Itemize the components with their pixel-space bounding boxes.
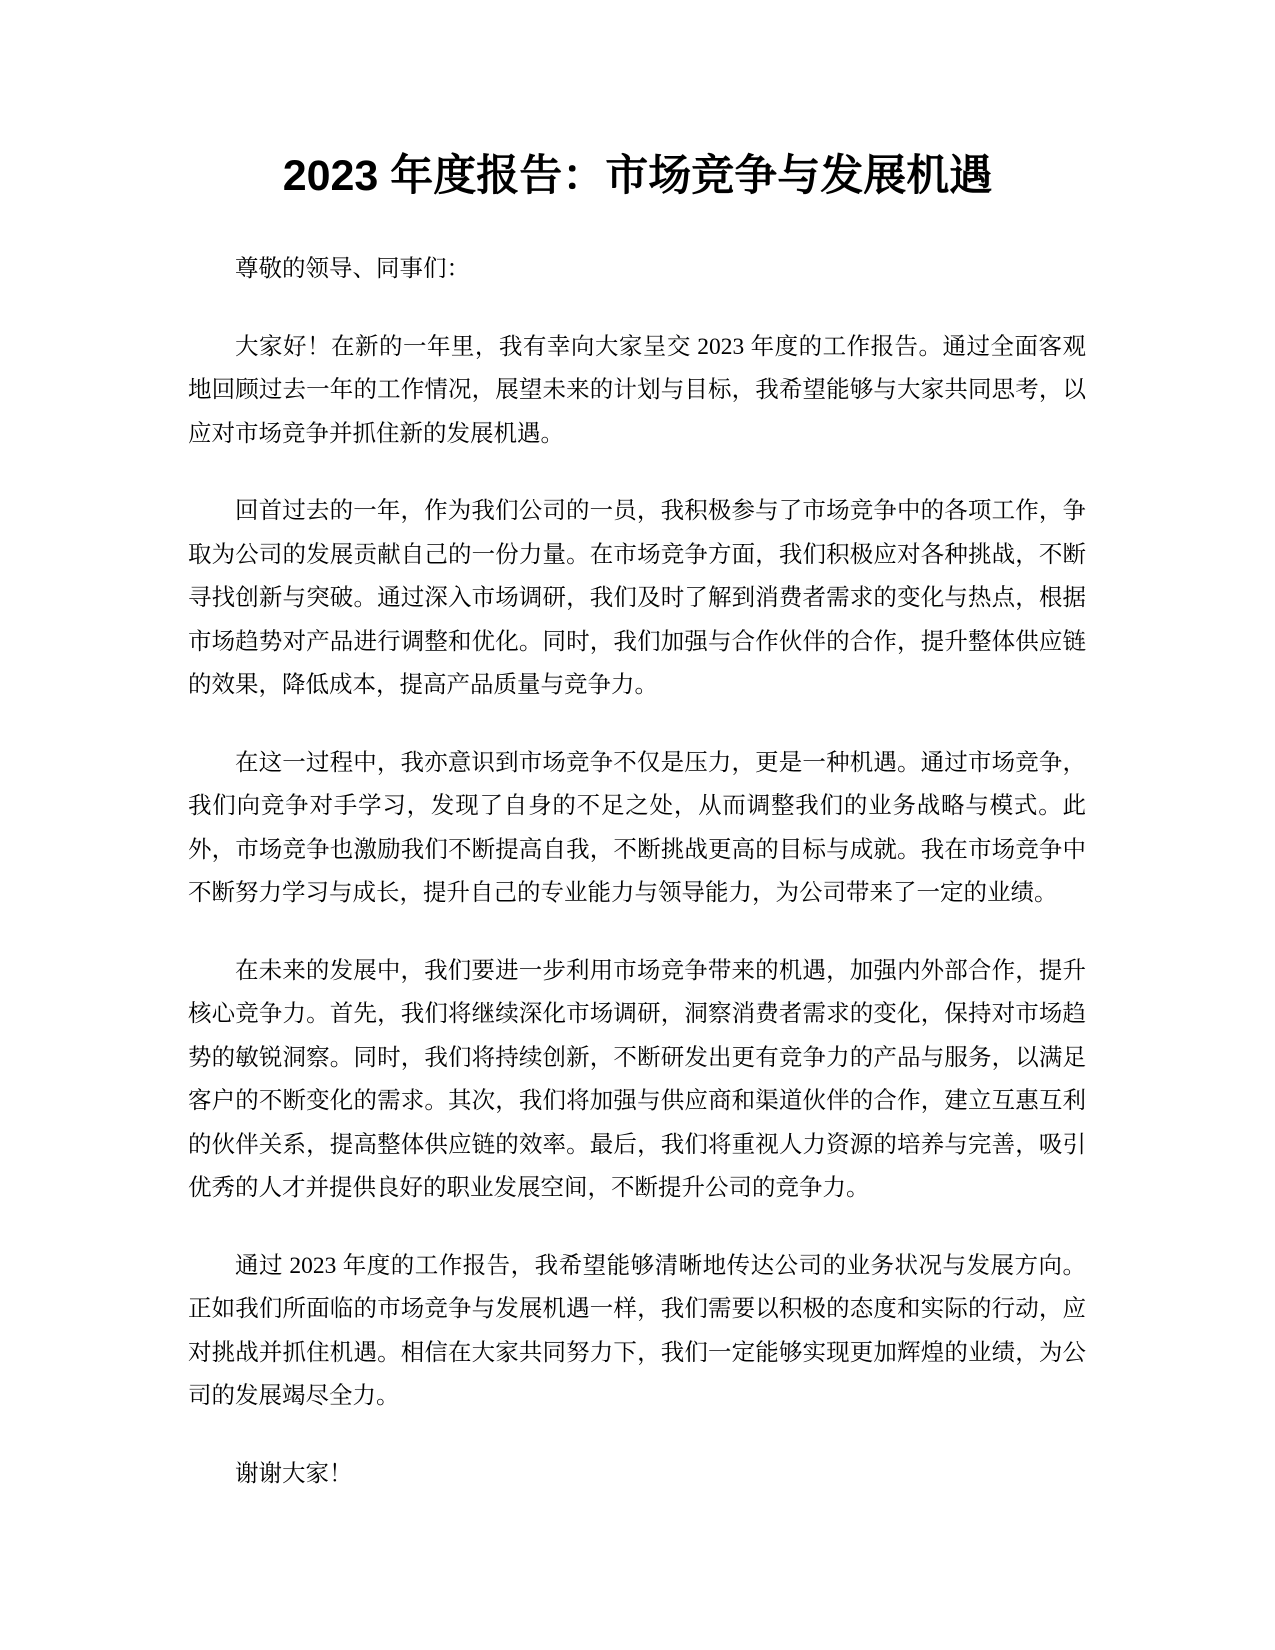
paragraph-opportunity: 在这一过程中，我亦意识到市场竞争不仅是压力，更是一种机遇。通过市场竞争，我们向竞争对手学习，发现了自身的不足之处，从而调整我们的业务战略与模式。此外，市场竞争也激励我们不断提高自我，不断挑战更高的目标与成就。我在市场竞争中不断努力学习与成长，提升自己的专业能力与领导能力，为公司带来了一定的业绩。 (188, 749, 1086, 906)
document-body (188, 248, 1086, 1530)
closing-thanks: 谢谢大家！ (235, 1460, 353, 1487)
paragraph-conclusion: 通过 2023 年度的工作报告，我希望能够清晰地传达公司的业务状况与发展方向。正如我们所面临的市场竞争与发展机遇一样，我们需要以积极的态度和实际的行动，应对挑战并抓住机遇。相信在大家共同努力下，我们一定能够实现更加辉煌的业绩，为公司的发展竭尽全力。 (188, 1252, 1086, 1409)
paragraph-future: 在未来的发展中，我们要进一步利用市场竞争带来的机遇，加强内外部合作，提升核心竞争力。首先，我们将继续深化市场调研，洞察消费者需求的变化，保持对市场趋势的敏锐洞察。同时，我们将持续创新，不断研发出更有竞争力的产品与服务，以满足客户的不断变化的需求。其次，我们将加强与供应商和渠道伙伴的合作，建立互惠互利的伙伴关系，提高整体供应链的效率。最后，我们将重视人力资源的培养与完善，吸引优秀的人才并提供良好的职业发展空间，不断提升公司的竞争力。 (188, 957, 1086, 1201)
document-title: 2023 年度报告：市场竞争与发展机遇 (282, 152, 993, 200)
paragraph-review: 回首过去的一年，作为我们公司的一员，我积极参与了市场竞争中的各项工作，争取为公司的发展贡献自己的一份力量。在市场竞争方面，我们积极应对各种挑战，不断寻找创新与突破。通过深入市场调研，我们及时了解到消费者需求的变化与热点，根据市场趋势对产品进行调整和优化。同时，我们加强与合作伙伴的合作，提升整体供应链的效果，降低成本，提高产品质量与竞争力。 (188, 498, 1086, 698)
paragraph-greeting: 大家好！在新的一年里，我有幸向大家呈交 2023 年度的工作报告。通过全面客观地回顾过去一年的工作情况，展望未来的计划与目标，我希望能够与大家共同思考，以应对市场竞争并抓住新的发展机遇。 (188, 333, 1086, 447)
salutation: 尊敬的领导、同事们： (235, 256, 470, 282)
